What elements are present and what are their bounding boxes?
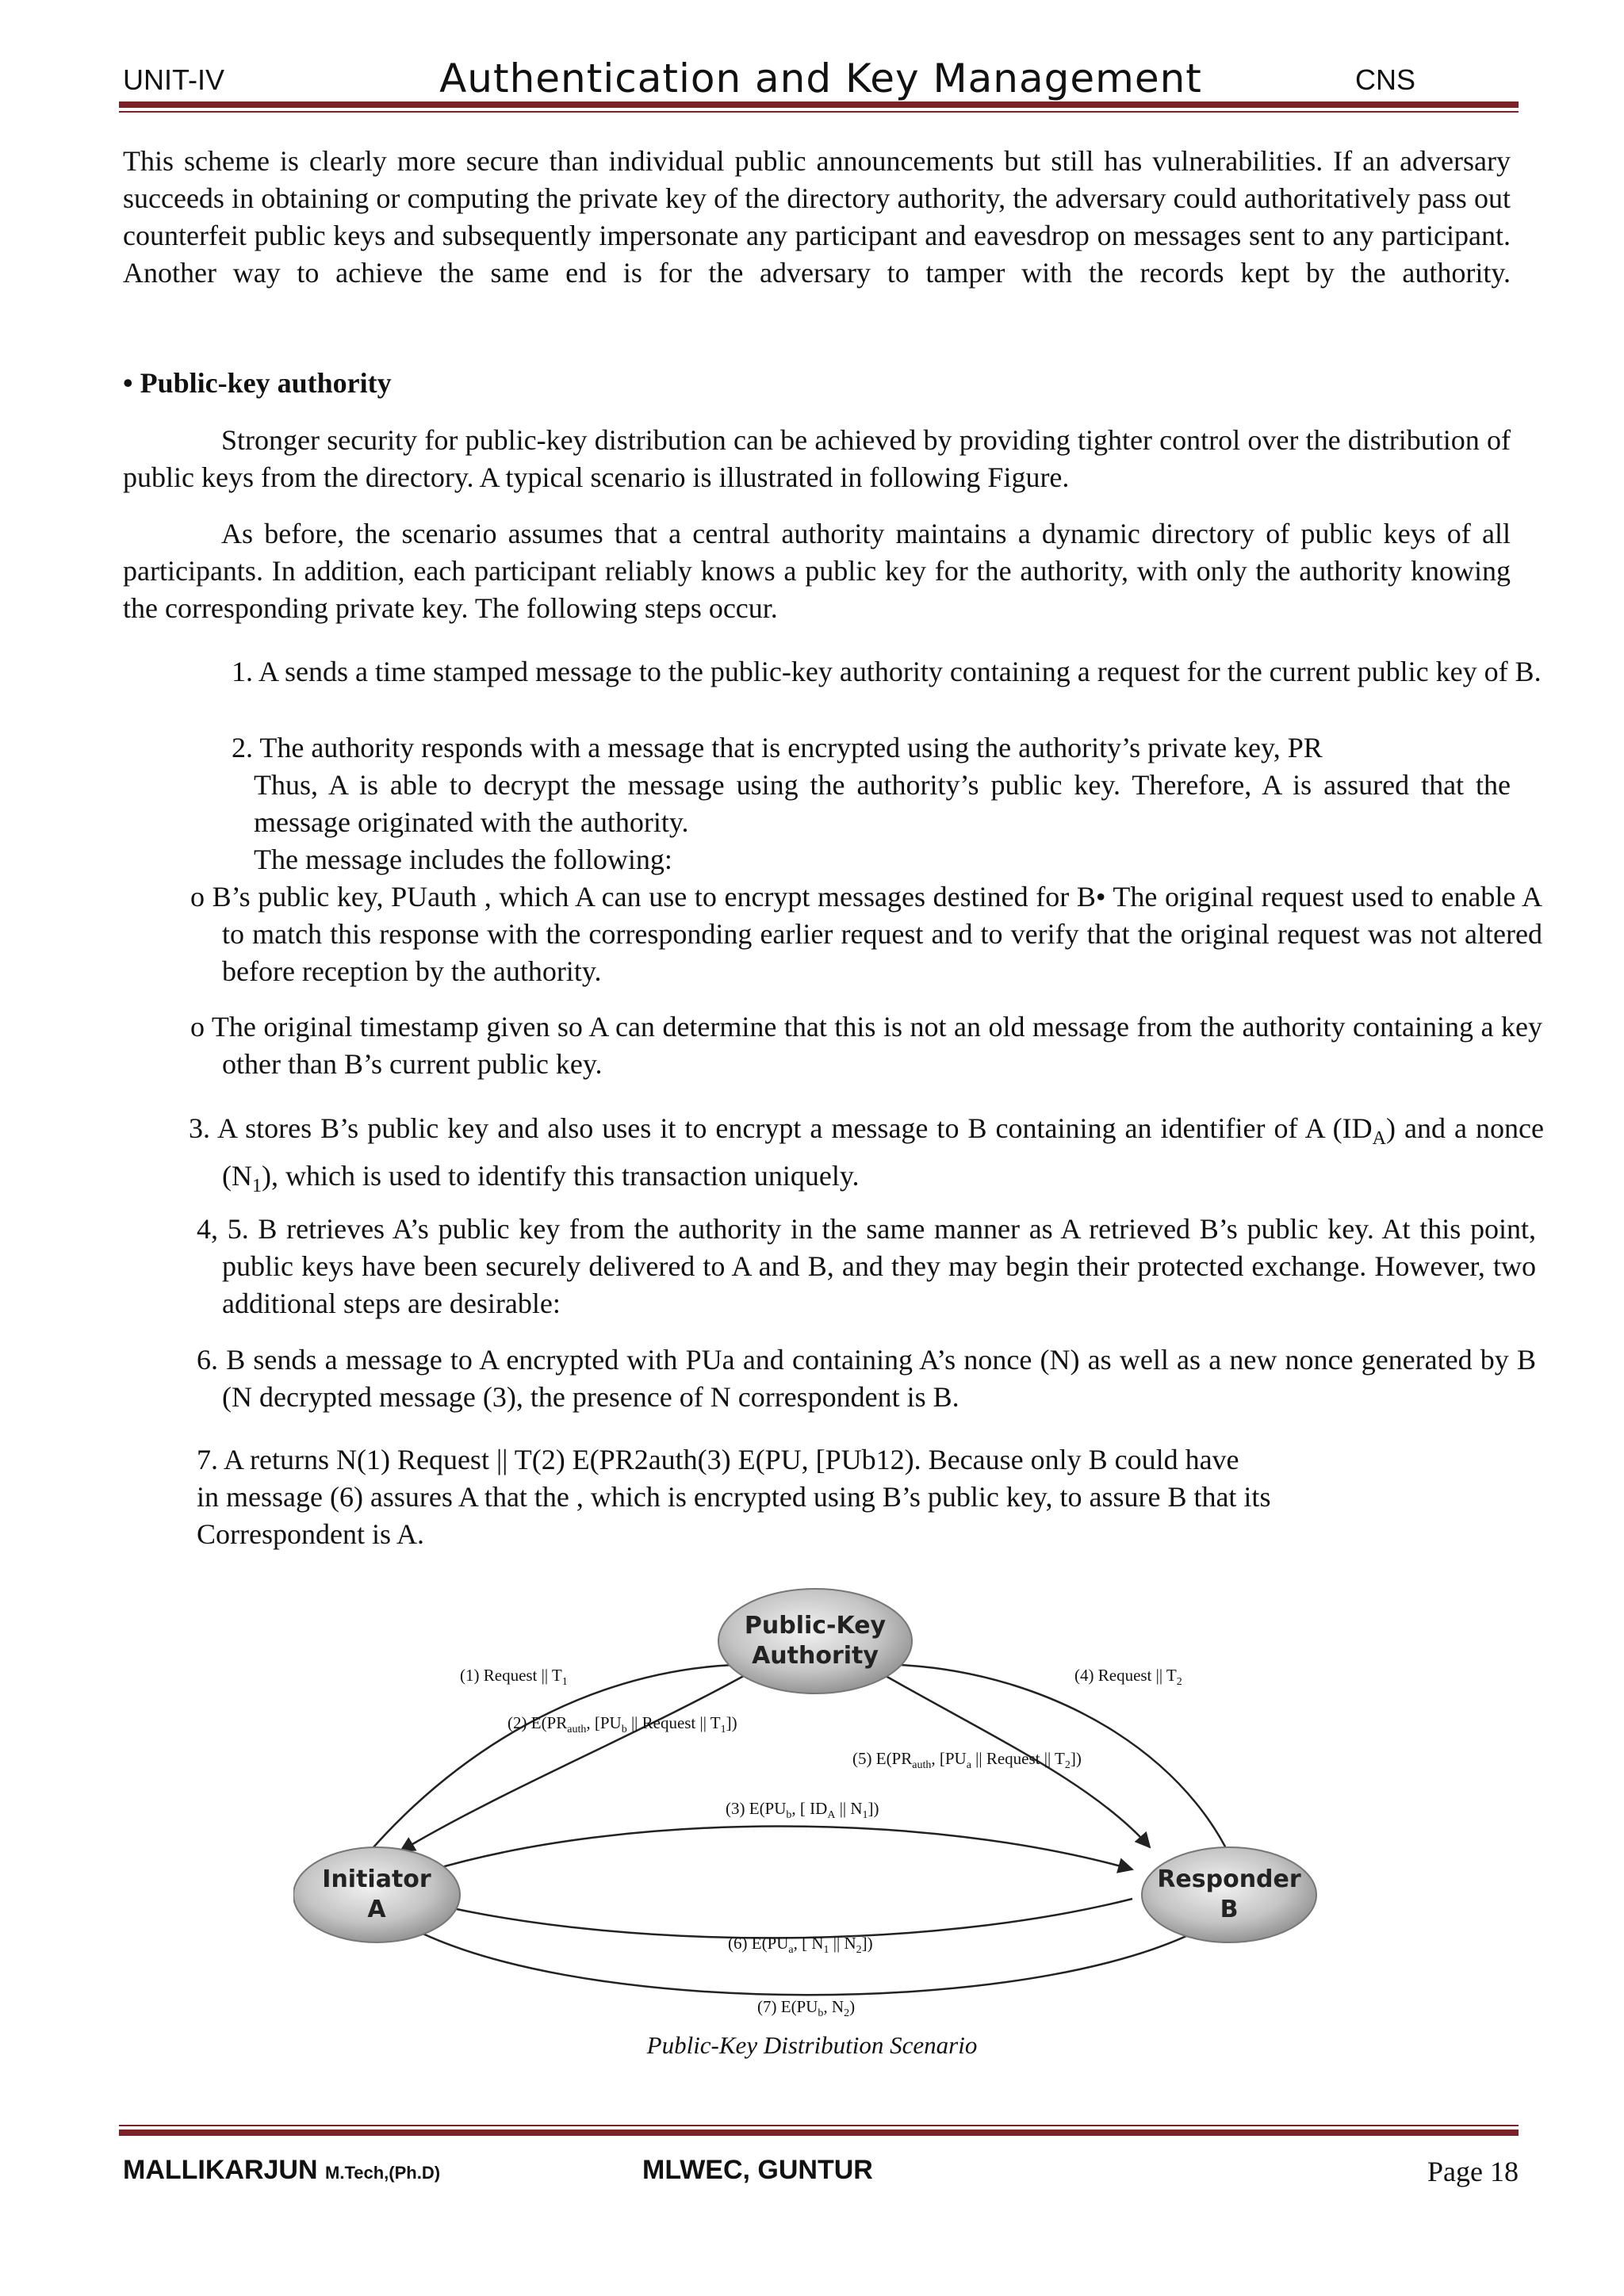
footer-rule: [119, 2130, 1519, 2136]
step-2-detail: Thus, A is able to decrypt the message using the authority’s public key. Therefore, A is assured that the message originated with the authority.: [254, 769, 1511, 838]
college-name: MLWEC, GUNTUR: [642, 2155, 873, 2185]
paragraph-1: Stronger security for public-key distribution can be achieved by providing tighter control over the distribution of public keys from the directory. A typical scenario is illustrated in following Figure.: [123, 424, 1511, 493]
step-2: 2. The authority responds with a message that is encrypted using the authority’s private key, PR: [232, 732, 1323, 763]
message-6-label: (6) $E(PU_a$, [ $N_1$ || $N_2$]): [728, 1934, 873, 1956]
subject-label: CNS: [1354, 63, 1415, 96]
page-footer: [123, 2155, 1519, 2195]
step-7-line-2: in message (6) assures A that the , which is encrypted using B’s public key, to assure B that its: [197, 1481, 1271, 1513]
message-5-label: (5) $E(PR_{auth}$, [$PU_a$ || Request || $T_2$]): [852, 1749, 1082, 1771]
message-4-label: (4) Request || $T_2$: [1074, 1666, 1182, 1688]
figure-caption: Public-Key Distribution Scenario: [646, 2031, 978, 2059]
intro-paragraph: This scheme is clearly more secure than individual public announcements but still has vulnerabilities. If an adversary succeeds in obtaining or computing the private key of the directory authority, the adversary could authoritatively pass out counterfeit public keys and subsequently impersonate any participant and eavesdrop on messages sent to any participant. Another way to achieve the same end is for the adversary to tamper with the records kept by the authority.: [123, 145, 1511, 289]
initiator-label-1: Initiator: [322, 1866, 431, 1893]
bullet-2: o The original timestamp given so A can determine that this is not an old message from the authority containing a key other than B’s current public key.: [190, 1011, 1542, 1080]
step-7-line-3: Correspondent is A.: [197, 1518, 424, 1550]
header-rule-thin: [119, 111, 1519, 113]
authority-node: [718, 1589, 912, 1693]
arrow-2: [400, 1673, 749, 1851]
message-7-label: (7) $E(PU_b$, $N_2$): [757, 1997, 856, 2019]
arrow-6: [428, 1899, 1132, 1938]
initiator-node: [293, 1847, 460, 1942]
page-number: Page 18: [1427, 2156, 1519, 2187]
responder-label-1: Responder: [1157, 1866, 1301, 1893]
header-rule: [119, 101, 1519, 108]
page-header: [123, 48, 1519, 103]
authority-label-2: Authority: [752, 1642, 879, 1670]
section-heading: • Public-key authority: [123, 367, 392, 399]
arrow-3: [428, 1826, 1132, 1871]
arrow-7: [389, 1915, 1225, 1995]
step-4-5: 4, 5. B retrieves A’s public key from the authority in the same manner as A retrieved B’s public key. At this point, public keys have been securely delivered to A and B, and they may begin their protected exchange. However, two additional steps are desirable:: [197, 1213, 1536, 1319]
responder-node: [1142, 1847, 1316, 1942]
message-1-label: (1) Request || $T_1$: [460, 1666, 568, 1688]
message-2-label: (2) $E(PR_{auth}$, [$PU_b$ || Request || $T_1$]): [508, 1713, 737, 1735]
bullet-1: o B’s public key, PUauth , which A can use to encrypt messages destined for B• The original request used to enable A to match this response with the corresponding earlier request and to verify that the original request was not altered before reception by the authority.: [190, 881, 1542, 987]
step-1: 1. A sends a time stamped message to the public-key authority containing a request for the current public key of B.: [232, 656, 1542, 687]
authority-label-1: Public-Key: [744, 1612, 887, 1640]
page-title: Authentication and Key Management: [439, 55, 1202, 101]
step-7-line-1: 7. A returns N(1) Request || T(2) E(PR2auth(3) E(PU, [PUb12). Because only B could have: [197, 1444, 1239, 1475]
public-key-distribution-diagram: [293, 1578, 1332, 2022]
footer-rule-thin: [119, 2125, 1519, 2126]
unit-label: UNIT-IV: [123, 63, 225, 96]
paragraph-2: As before, the scenario assumes that a central authority maintains a dynamic directory of public keys of all participants. In addition, each participant reliably knows a public key for the authority, with only the authority knowing the corresponding private key. The following steps occur.: [123, 518, 1511, 624]
step-6: 6. B sends a message to A encrypted with PUa and containing A’s nonce (N) as well as a new nonce generated by B (N decrypted message (3), the presence of N correspondent is B.: [197, 1344, 1536, 1413]
message-3-label: (3) $E(PU_b$, [ $ID_A$ || $N_1$]): [726, 1799, 879, 1821]
responder-label-2: B: [1220, 1896, 1239, 1923]
step-3: 3. A stores B’s public key and also uses it to encrypt a message to B containing an identifier of A $(ID_A)$ and a nonce $(N_1)$, which is used to identify this transaction uniquely.: [189, 1112, 1544, 1197]
author-name: MALLIKARJUN M.Tech,(Ph.D): [123, 2155, 441, 2185]
author-degree: M.Tech,(Ph.D): [325, 2163, 441, 2183]
step-2-includes: The message includes the following:: [254, 844, 672, 875]
initiator-label-2: A: [367, 1896, 386, 1923]
